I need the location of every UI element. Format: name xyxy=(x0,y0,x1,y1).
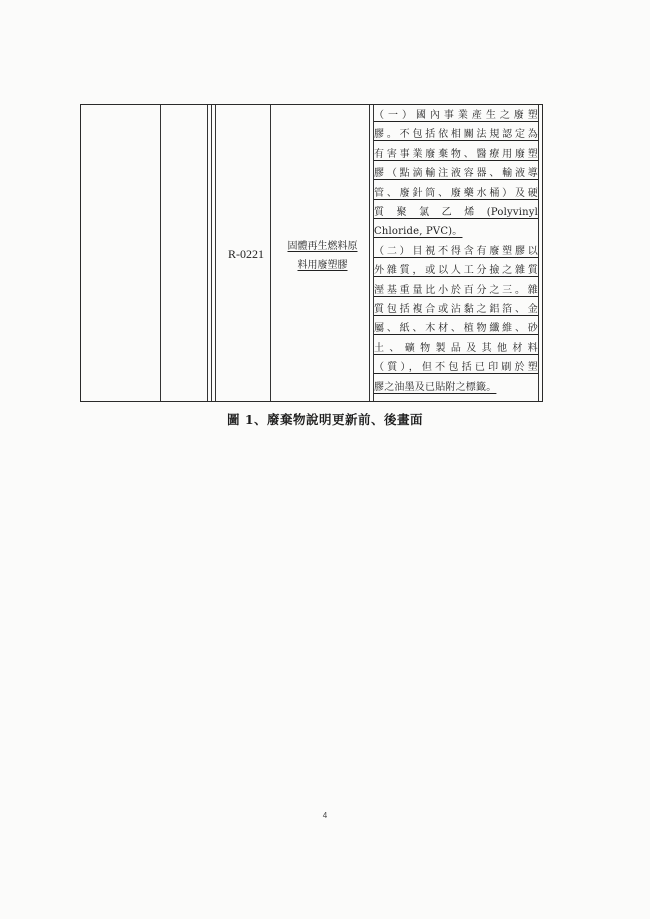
description-line: 膠之油墨及已貼附之標籤。 xyxy=(374,381,497,393)
column-divider xyxy=(207,105,208,401)
description-line: 有害事業廢棄物、醫療用廢塑 xyxy=(374,148,538,160)
description-line: 溼基重量比小於百分之三。雜 xyxy=(374,284,538,296)
column-divider xyxy=(538,105,539,401)
column-divider xyxy=(160,105,161,401)
description-line: 管、廢針筒、廢藥水桶）及硬 xyxy=(374,187,538,199)
column-divider xyxy=(369,105,370,401)
waste-name-line: 固體再生燃料原 xyxy=(287,241,358,252)
column-divider xyxy=(211,105,212,401)
description-line: 質包括複合或沾黏之鋁箔、金 xyxy=(374,304,538,316)
description-line: Chloride, PVC)。 xyxy=(374,226,463,238)
description-line: 土、礦物製品及其他材料 xyxy=(374,342,538,354)
page-number: 4 xyxy=(322,811,328,820)
waste-table xyxy=(80,104,543,402)
description-line: 外雜質，或以人工分撿之雜質 xyxy=(374,265,538,277)
waste-description-cell xyxy=(374,106,538,397)
waste-name-cell xyxy=(277,237,368,275)
waste-name-line: 料用廢塑膠 xyxy=(297,260,348,271)
description-line: 膠（點滴輸注液容器、輸液導 xyxy=(374,168,538,180)
description-line: 屬、紙、木材、植物纖維、砂 xyxy=(374,323,538,335)
description-line: （質），但不包括已印刷於塑 xyxy=(374,362,538,374)
figure-caption: 圖 1、廢棄物說明更新前、後畫面 xyxy=(226,412,424,427)
description-line: 膠。不包括依相關法規認定為 xyxy=(374,129,538,141)
description-line: （二）目視不得含有廢塑膠以 xyxy=(374,245,538,257)
waste-code-cell: R-0221 xyxy=(228,247,264,261)
description-line: 質 聚 氯 乙 烯 (Polyvinyl xyxy=(374,207,538,219)
description-line: （一）國內事業產生之廢塑 xyxy=(374,110,538,121)
